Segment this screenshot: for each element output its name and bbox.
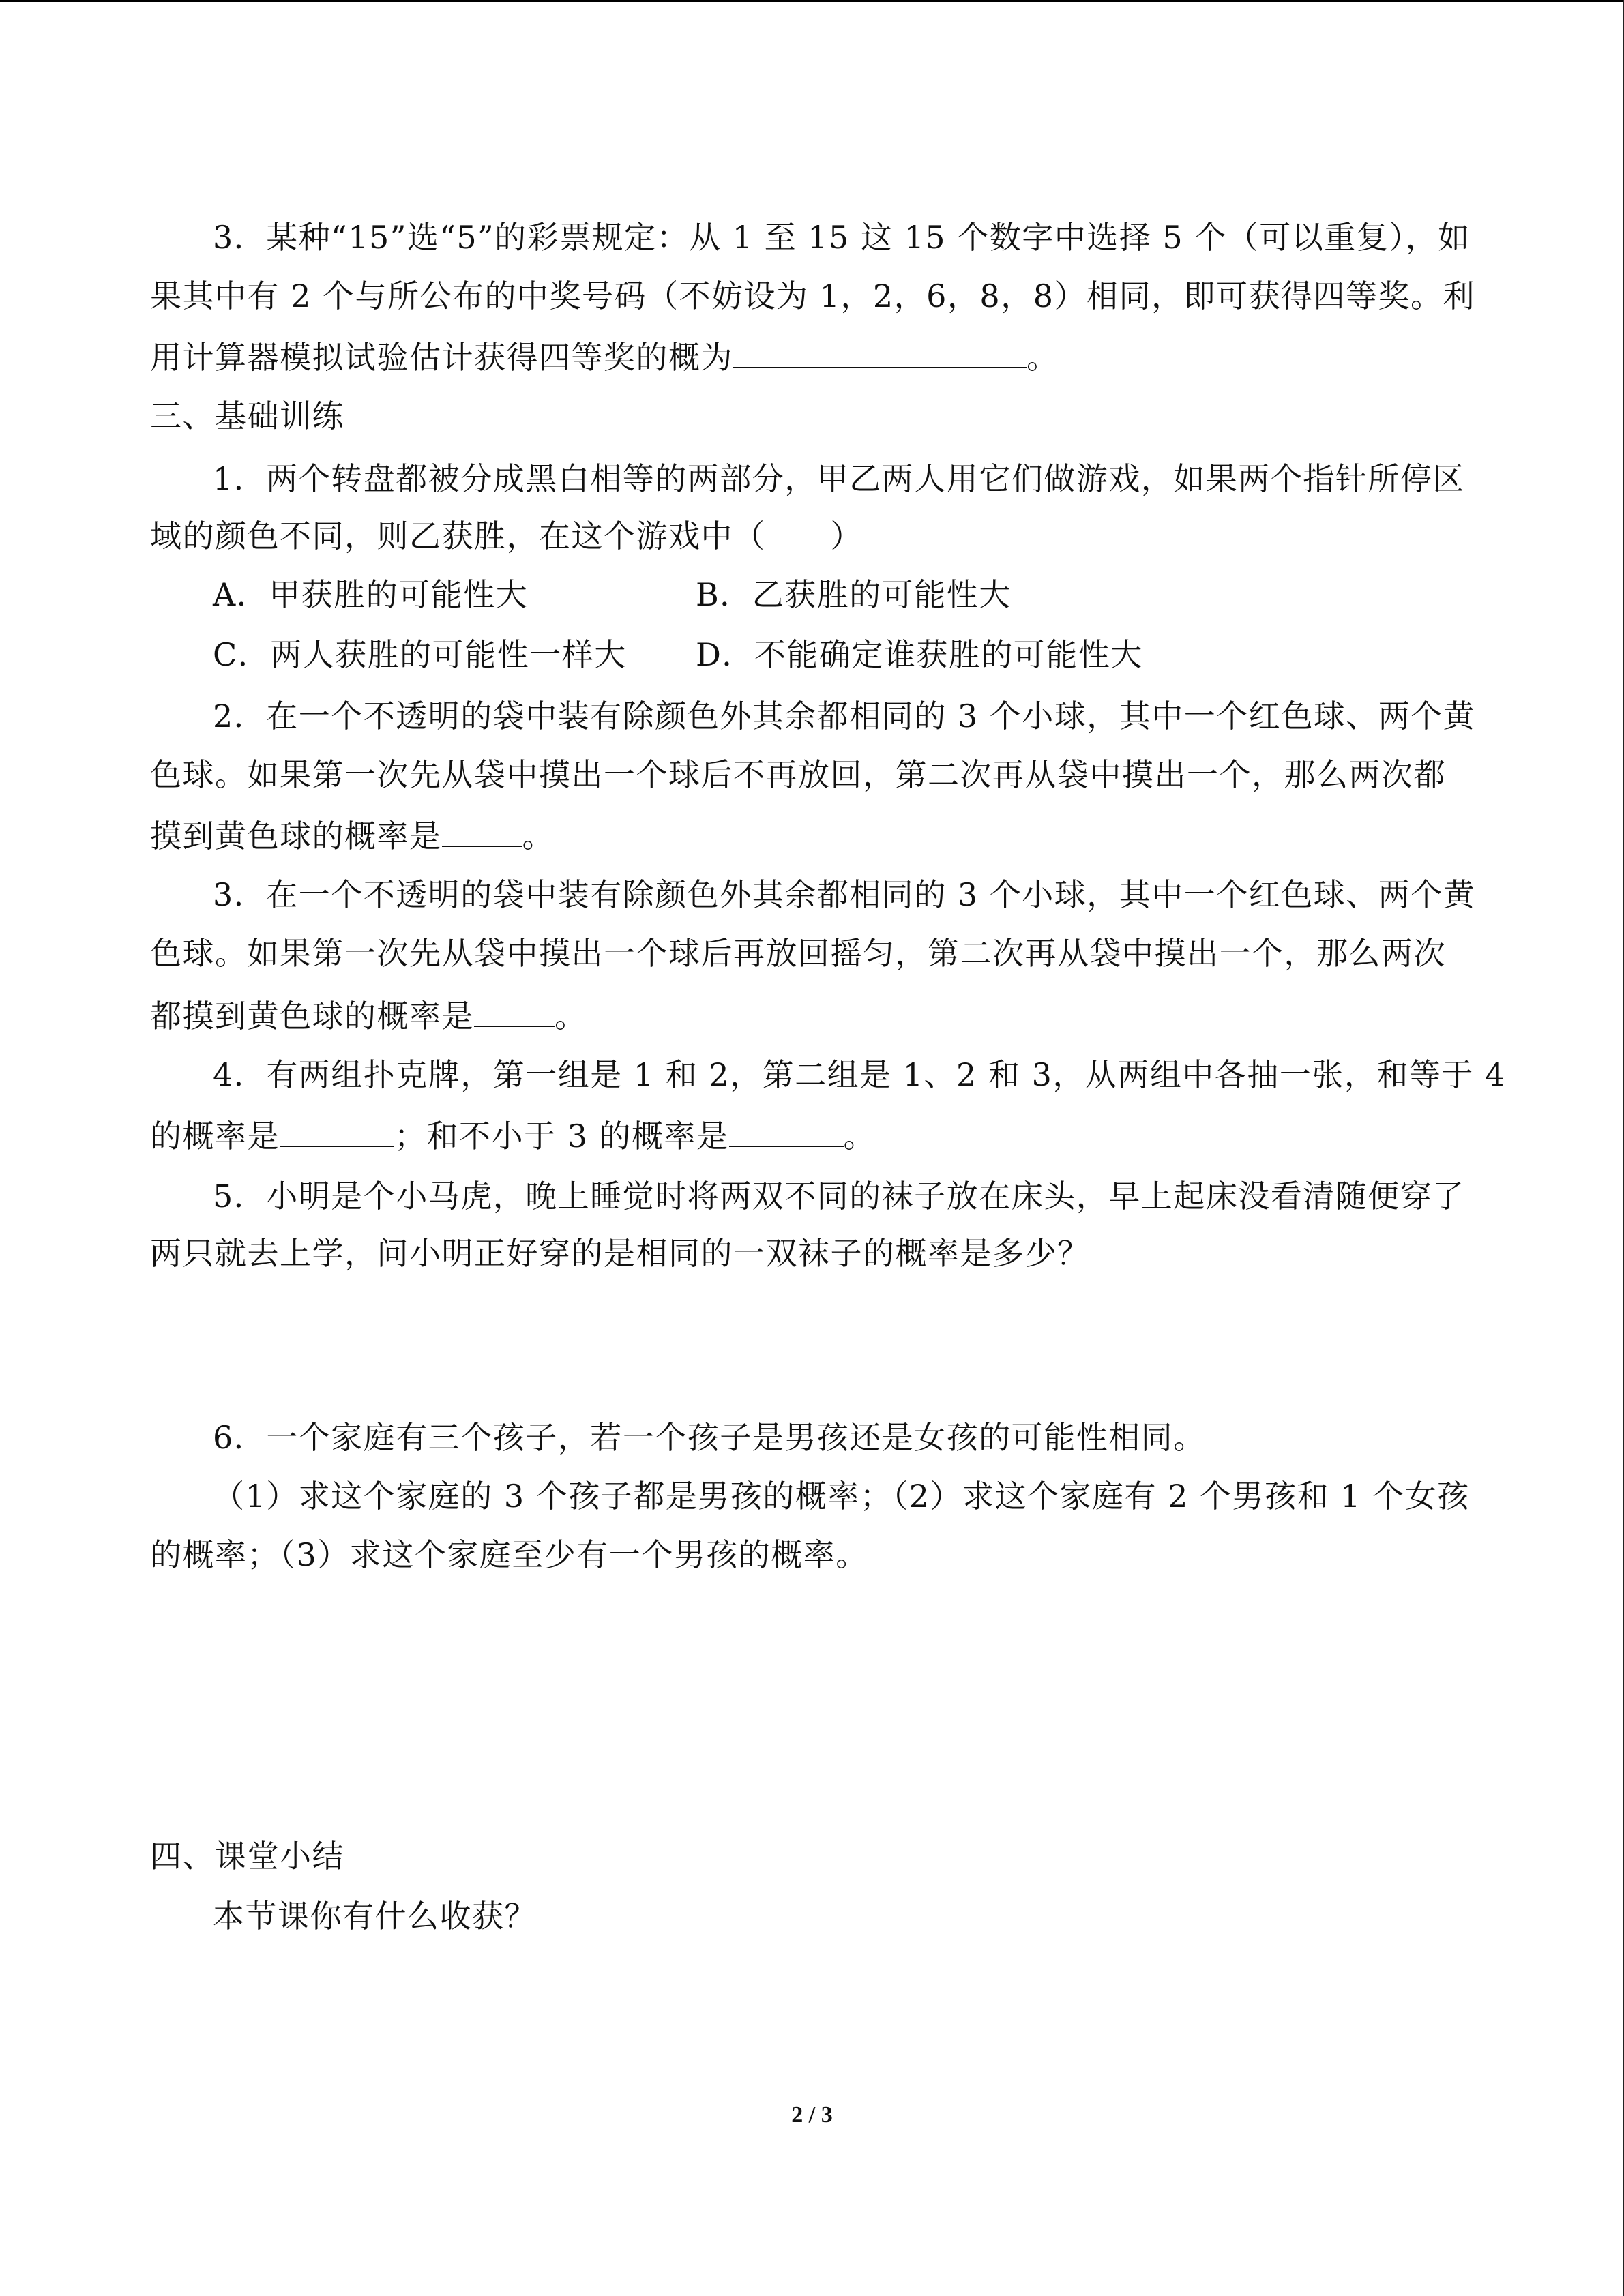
- q1-option-d: D．不能确定谁获胜的可能性大: [696, 636, 1143, 673]
- q4-line-2-text-a: 的概率是: [150, 1118, 280, 1154]
- q1-option-c: C．两人获胜的可能性一样大: [213, 636, 627, 673]
- q4-line-2-text-b: ；和不小于 3 的概率是: [394, 1118, 729, 1154]
- section-4-prompt: 本节课你有什么收获？: [213, 1898, 537, 1935]
- q4-line-1: 4．有两组扑克牌，第一组是 1 和 2，第二组是 1、2 和 3，从两组中各抽一张，和等于 4: [213, 1056, 1506, 1093]
- q1-line-2: 域的颜色不同，则乙获胜，在这个游戏中（ ）: [150, 518, 863, 554]
- q4-line-2: [150, 1116, 876, 1157]
- q5-line-2: 两只就去上学，问小明正好穿的是相同的一双袜子的概率是多少？: [150, 1235, 1090, 1272]
- q3-prior-line-3-text: 用计算器模拟试验估计获得四等奖的概为: [150, 339, 733, 376]
- q6-line-1: 6．一个家庭有三个孩子，若一个孩子是男孩还是女孩的可能性相同。: [213, 1419, 1206, 1456]
- q2-line-3-end: 。: [522, 818, 555, 854]
- q1-option-b: B．乙获胜的可能性大: [696, 576, 1012, 613]
- section-4-heading: 四、课堂小结: [150, 1838, 344, 1875]
- q2-line-3-text: 摸到黄色球的概率是: [150, 818, 442, 854]
- q3-prior-line-1: 3．某种“15”选“5”的彩票规定：从 1 至 15 这 15 个数字中选择 5 个（可以重复），如: [213, 219, 1471, 256]
- q6-line-2: （1）求这个家庭的 3 个孩子都是男孩的概率；（2）求这个家庭有 2 个男孩和 1 个女孩: [213, 1478, 1470, 1515]
- q3-answer-blank[interactable]: [474, 996, 555, 1027]
- q3-line-3-text: 都摸到黄色球的概率是: [150, 998, 474, 1034]
- q3-line-1: 3．在一个不透明的袋中装有除颜色外其余都相同的 3 个小球，其中一个红色球、两个黄: [213, 876, 1476, 913]
- q2-line-2: 色球。如果第一次先从袋中摸出一个球后不再放回，第二次再从袋中摸出一个，那么两次都: [150, 756, 1446, 793]
- top-border: [0, 0, 1624, 2]
- q2-line-1: 2．在一个不透明的袋中装有除颜色外其余都相同的 3 个小球，其中一个红色球、两个黄: [213, 698, 1476, 734]
- page-number: 2 / 3: [791, 2102, 833, 2128]
- q4-line-2-end: 。: [843, 1118, 876, 1154]
- q4-answer-blank-2[interactable]: [729, 1116, 844, 1147]
- q1-line-1: 1．两个转盘都被分成黑白相等的两部分，甲乙两人用它们做游戏，如果两个指针所停区: [213, 460, 1465, 497]
- q5-line-1: 5．小明是个小马虎，晚上睡觉时将两双不同的袜子放在床头，早上起床没看清随便穿了: [213, 1178, 1465, 1214]
- q3-prior-line-2: 果其中有 2 个与所公布的中奖号码（不妨设为 1，2，6，8，8）相同，即可获得四等奖。利: [150, 278, 1475, 314]
- q1-option-a: A．甲获胜的可能性大: [213, 576, 529, 613]
- section-3-heading: 三、基础训练: [150, 398, 344, 434]
- q3-prior-answer-blank[interactable]: [733, 337, 1027, 368]
- q6-line-3: 的概率；（3）求这个家庭至少有一个男孩的概率。: [150, 1536, 868, 1573]
- q3-prior-line-3-end: 。: [1027, 339, 1059, 376]
- q3-prior-line-3: [150, 337, 1059, 378]
- q2-line-3: [150, 816, 555, 856]
- q2-answer-blank[interactable]: [442, 816, 522, 847]
- q3-line-3: [150, 996, 587, 1037]
- q4-answer-blank-1[interactable]: [280, 1116, 394, 1147]
- q3-line-3-end: 。: [555, 998, 587, 1034]
- q3-line-2: 色球。如果第一次先从袋中摸出一个球后再放回摇匀，第二次再从袋中摸出一个，那么两次: [150, 935, 1446, 972]
